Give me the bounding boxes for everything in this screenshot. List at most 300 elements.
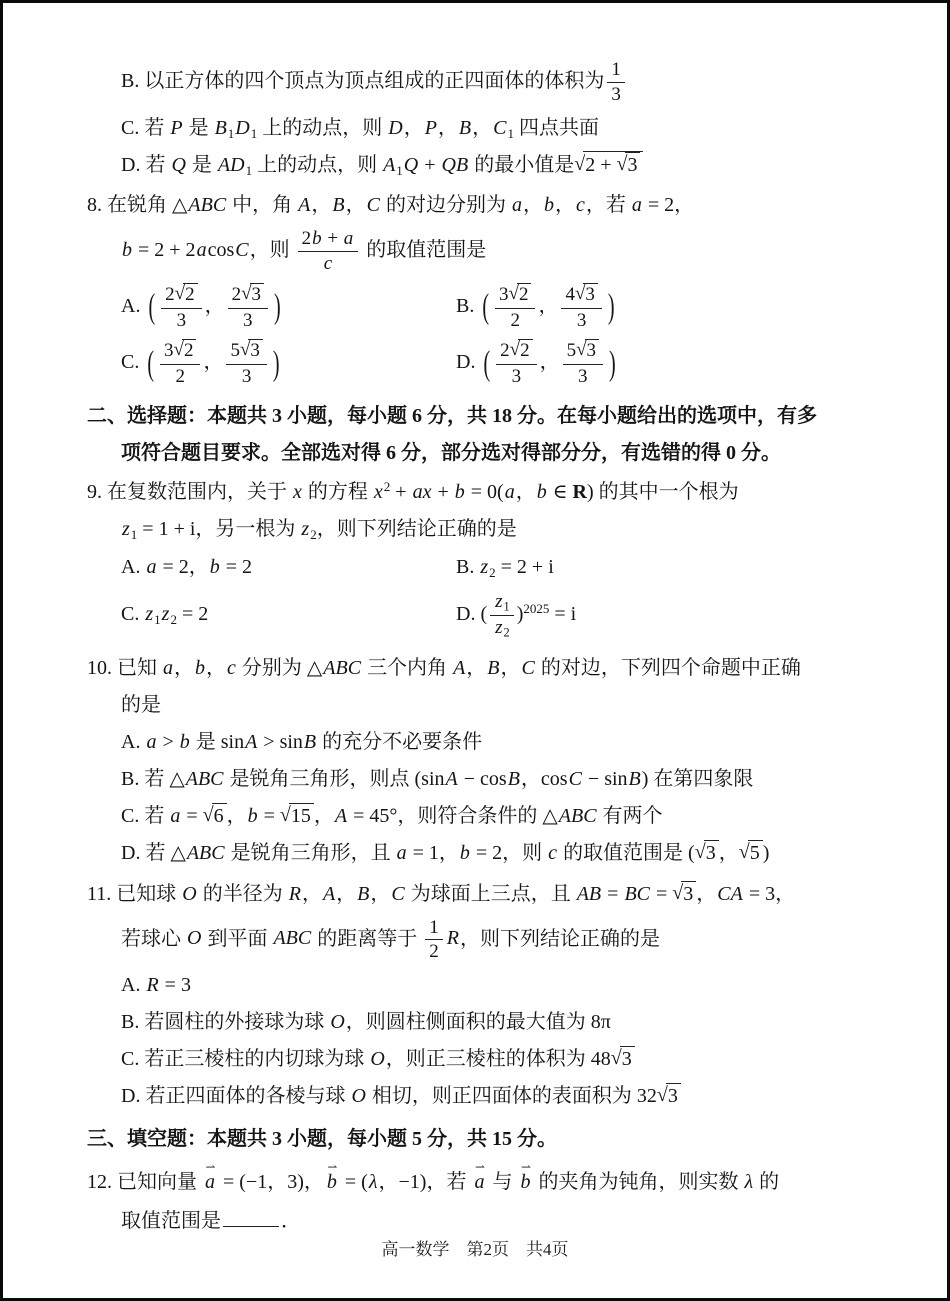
text-run: 上的动点，则 — [252, 154, 383, 177]
text-run: > — [157, 730, 179, 753]
text-run: 12. 已知向量 — [87, 1171, 202, 1194]
q8-options-cd-col2 — [456, 339, 619, 388]
text-run: + — [432, 481, 454, 504]
text-run: 二、选择题：本题共 3 小题，每小题 6 分，共 18 分。在每小题给出的选项中，有多 — [87, 405, 817, 428]
text-run: 3 — [251, 283, 261, 305]
math-variable: A — [245, 730, 258, 753]
radical-sign: √ — [509, 339, 521, 361]
text-run: = — [651, 882, 673, 905]
q9-options-ab-col2 — [456, 553, 554, 583]
radicand — [250, 283, 265, 307]
math-variable: b — [312, 228, 322, 250]
fraction-denominator — [607, 83, 625, 106]
fraction-numerator — [490, 591, 514, 616]
text-run: 2 — [510, 309, 520, 331]
text-run: 3 — [176, 309, 187, 331]
text-run: ， — [403, 116, 424, 139]
q11-option-c — [87, 1045, 891, 1074]
radicand — [183, 283, 198, 307]
big-paren: ) — [272, 344, 280, 384]
text-run: + — [390, 481, 412, 504]
math-variable: c — [548, 841, 558, 864]
text-run: D. 若 △ — [121, 841, 186, 864]
text-run: 的 — [754, 1171, 780, 1194]
sqrt-radical — [611, 1045, 635, 1074]
section-3-heading — [87, 1125, 891, 1154]
text-run: 若球心 — [121, 927, 186, 950]
text-run: 1 — [611, 59, 621, 80]
math-variable: z — [122, 518, 130, 541]
fraction — [226, 339, 266, 388]
text-run: C. — [121, 603, 145, 626]
answer-blank — [223, 1205, 279, 1227]
text-run: ， — [696, 882, 717, 905]
text-run: 3 — [683, 882, 694, 905]
radicand — [704, 840, 719, 865]
text-run: 10. 已知 — [87, 656, 162, 679]
text-run: B. 以正方体的四个顶点为顶点组成的正四面体的体积为 — [121, 69, 605, 92]
fraction — [563, 339, 603, 388]
text-run: − cos — [458, 767, 507, 790]
q8-options-ab — [87, 283, 891, 332]
q8-stem-1 — [87, 191, 891, 220]
subscript: 2 — [503, 625, 510, 640]
text-run: B. — [456, 556, 480, 578]
subscript: 1 — [245, 163, 253, 179]
radicand — [666, 1083, 681, 1108]
fraction-numerator — [160, 339, 200, 365]
text-run: ∈ — [547, 481, 573, 504]
q11-option-d — [87, 1082, 891, 1111]
math-variable: B — [628, 767, 641, 790]
text-run: > sin — [258, 730, 303, 753]
q10-option-c — [87, 802, 891, 831]
q8-options-ab-col1 — [121, 283, 456, 332]
text-run: 2 — [518, 283, 529, 305]
radical-sign: √ — [672, 881, 684, 904]
text-run: 3 — [511, 366, 522, 388]
text-run: ， — [500, 656, 521, 679]
math-variable: b — [543, 194, 554, 217]
math-variable: O — [182, 882, 197, 905]
text-run: ， — [313, 804, 334, 827]
q11-stem-1 — [87, 880, 891, 909]
fraction — [607, 59, 625, 106]
text-run: C. 若正三棱柱的内切球为球 — [121, 1048, 370, 1071]
math-variable: z — [301, 518, 310, 541]
sqrt-radical — [509, 283, 532, 307]
text-run: = (−1，3)， — [218, 1171, 324, 1194]
math-variable: ABC — [186, 841, 225, 864]
text-run: 5 — [749, 841, 760, 864]
sqrt-radical — [175, 283, 198, 307]
math-variable: B — [458, 116, 472, 139]
fraction — [160, 339, 200, 388]
math-variable: b — [179, 730, 190, 753]
math-variable: BC — [624, 882, 650, 905]
sqrt-radical — [574, 151, 643, 180]
text-run: 3 — [164, 340, 174, 362]
radical-sign: √ — [576, 339, 587, 361]
sqrt-radical — [575, 283, 598, 307]
math-variable: C — [493, 116, 507, 139]
radical-sign: √ — [738, 840, 750, 863]
math-variable: ax — [412, 481, 432, 504]
fraction-numerator — [425, 917, 443, 941]
q8-stem-2 — [87, 228, 891, 275]
math-variable: D — [388, 116, 403, 139]
radical-sign: √ — [508, 282, 519, 304]
text-run: ) 的其中一个根为 — [586, 481, 739, 504]
math-variable: ABC — [273, 927, 312, 950]
math-variable: a — [163, 656, 173, 679]
subscript: 1 — [250, 125, 258, 141]
math-variable: R — [146, 974, 159, 997]
math-variable: O — [330, 1011, 345, 1034]
text-run: 相切，则正四面体的表面积为 32 — [366, 1085, 657, 1108]
text-run: 到平面 — [202, 927, 273, 950]
q11-stem-2 — [87, 917, 891, 964]
math-variable: z — [495, 616, 503, 638]
fraction-denominator — [425, 940, 443, 963]
fraction-numerator — [228, 283, 268, 309]
fraction — [490, 591, 514, 640]
text-run: 2 — [165, 283, 175, 305]
math-variable: ABC — [188, 194, 227, 217]
text-run: 3 — [241, 366, 252, 388]
math-variable: A — [298, 194, 311, 217]
text-run: ， — [554, 194, 575, 217]
q12-stem-1 — [87, 1168, 891, 1197]
q7-option-c — [87, 114, 891, 144]
text-run: 的对边，下列四个命题中正确 — [535, 656, 801, 679]
text-run: D. 若 — [121, 154, 171, 177]
text-run: 上的动点，则 — [257, 116, 388, 139]
text-run: 是 — [186, 154, 217, 177]
fraction-numerator — [607, 59, 625, 83]
text-run: 5 — [566, 340, 577, 362]
fraction-denominator — [508, 365, 526, 388]
text-run: ) 在第四象限 — [641, 767, 754, 790]
radicand — [620, 1046, 635, 1071]
superscript: 2025 — [523, 600, 550, 616]
text-run: ，−1)，若 — [378, 1171, 472, 1194]
text-run: 的最小值是 — [469, 154, 575, 177]
text-run: 15 — [290, 804, 311, 827]
text-run: 的取值范围是 — [361, 239, 487, 262]
sqrt-radical — [576, 339, 599, 363]
sqrt-radical — [241, 283, 264, 307]
text-run: 是 sin — [190, 730, 245, 753]
q11-option-b — [87, 1008, 891, 1037]
q9-options-cd-col1 — [121, 600, 456, 630]
text-run: ， — [203, 351, 224, 374]
subscript: 1 — [130, 527, 138, 543]
text-run: = 0( — [465, 481, 504, 504]
fraction-denominator — [173, 309, 191, 332]
text-run: = 45°，则符合条件的 △ — [348, 804, 558, 827]
math-variable: ABC — [185, 767, 224, 790]
radical-sign: √ — [610, 1047, 622, 1070]
text-run: 3 — [667, 1085, 678, 1108]
text-run: ，若 — [585, 194, 631, 217]
vector-symbol: b ⇀ — [327, 1168, 337, 1197]
subscript: 2 — [489, 564, 496, 580]
math-variable: x — [373, 481, 383, 504]
text-run: 分别为 △ — [236, 656, 323, 679]
math-variable: λ — [744, 1171, 754, 1194]
fraction-numerator — [226, 339, 266, 365]
text-run: ， — [204, 294, 225, 317]
math-variable: C — [521, 656, 535, 679]
text-run: 6 — [213, 804, 224, 827]
text-run: + — [322, 228, 343, 250]
big-paren: ( — [148, 287, 156, 327]
math-variable: b — [459, 841, 470, 864]
text-run: 3 — [576, 309, 587, 331]
text-run: 四点共面 — [513, 116, 599, 139]
sqrt-radical — [510, 339, 533, 363]
big-paren: ) — [609, 344, 616, 384]
math-variable: CA — [717, 882, 743, 905]
text-run: D. 若正四面体的各棱与球 — [121, 1085, 351, 1108]
text-run: 1 — [429, 916, 439, 938]
math-variable: QB — [441, 154, 469, 177]
text-run: = 2， — [642, 194, 695, 217]
subscript: 2 — [170, 612, 177, 628]
sqrt-radical — [672, 880, 696, 909]
radicand — [681, 881, 696, 906]
math-bold-symbol: R — [572, 481, 587, 504]
radicand — [583, 283, 598, 307]
q9-options-ab — [87, 553, 891, 583]
text-run: ， — [206, 656, 226, 679]
fraction-denominator — [319, 252, 337, 275]
text-run: B. — [456, 294, 480, 317]
radicand — [585, 339, 600, 363]
q10-option-b — [87, 765, 891, 794]
text-run: 与 — [487, 1171, 518, 1194]
math-variable: AD — [217, 154, 245, 177]
big-paren: ( — [482, 287, 490, 327]
sqrt-radical — [616, 152, 640, 177]
text-run: ， — [466, 656, 487, 679]
text-run: ． — [281, 1210, 301, 1233]
math-variable: A — [383, 154, 396, 177]
text-run: 的距离等于 — [312, 927, 423, 950]
math-variable: A — [453, 656, 466, 679]
text-run: D. — [456, 351, 481, 374]
math-variable: B — [357, 882, 370, 905]
math-variable: b — [247, 804, 258, 827]
fraction-denominator — [573, 309, 591, 332]
math-variable: A — [322, 882, 336, 905]
q8-options-cd-col1 — [121, 339, 456, 388]
fraction — [161, 283, 201, 332]
q10-stem-2 — [87, 691, 891, 720]
text-run: 8. 在锐角 △ — [87, 194, 188, 217]
text-run: 三、填空题：本题共 3 小题，每小题 5 分，共 15 分。 — [87, 1128, 557, 1151]
text-run: ，则下列结论正确的是 — [459, 927, 660, 950]
text-run: C. 若 — [121, 804, 170, 827]
fraction-numerator — [161, 283, 201, 309]
radical-sign: √ — [241, 282, 252, 304]
math-variable: b — [209, 556, 220, 579]
text-run: ， — [539, 351, 560, 374]
math-variable: P — [170, 116, 183, 139]
sqrt-radical — [280, 802, 314, 831]
fraction-denominator — [171, 365, 189, 388]
text-run: = 2 + 2 — [133, 239, 196, 262]
q9-options-cd-col2 — [456, 591, 576, 640]
text-run: 2 — [500, 340, 510, 362]
text-run: ， — [437, 116, 458, 139]
math-variable: b — [454, 481, 465, 504]
text-run: 2 + — [585, 154, 617, 177]
text-run: ， — [226, 804, 247, 827]
radical-sign: √ — [174, 282, 186, 304]
sqrt-radical — [203, 802, 227, 831]
sqrt-radical — [240, 339, 263, 363]
fraction — [496, 339, 536, 388]
subscript: 2 — [310, 527, 317, 543]
text-run: ，则下列结论正确的是 — [316, 518, 517, 541]
math-variable: B — [487, 656, 500, 679]
text-run: A. — [121, 556, 146, 579]
math-variable: C — [391, 882, 405, 905]
math-variable: z — [161, 603, 170, 626]
math-variable: B — [214, 116, 227, 139]
text-run: ) — [516, 602, 524, 625]
radicand — [289, 803, 314, 828]
text-run: 3 — [621, 1048, 632, 1071]
text-run: 有两个 — [597, 804, 663, 827]
q10-option-d — [87, 839, 891, 868]
sqrt-radical — [739, 839, 763, 868]
subscript: 1 — [507, 125, 514, 141]
math-variable: C — [366, 194, 380, 217]
text-run: = 3 — [159, 974, 191, 997]
radicand — [182, 339, 197, 363]
text-run: 的半径为 — [197, 882, 288, 905]
math-variable: P — [424, 116, 437, 139]
math-variable: R — [288, 882, 301, 905]
text-run: B. 若 △ — [121, 767, 185, 790]
text-run: ，则正三棱柱的体积为 48 — [385, 1048, 611, 1071]
text-run: ， — [370, 882, 391, 905]
big-paren: ( — [147, 344, 155, 384]
text-run: 为球面上三点，且 — [405, 882, 576, 905]
fraction-numerator — [563, 339, 603, 365]
text-run: ， — [718, 841, 739, 864]
fraction — [298, 228, 359, 275]
vector-symbol: a ⇀ — [205, 1168, 215, 1197]
q8-options-ab-col2 — [456, 283, 618, 332]
text-run: = 2， — [157, 556, 209, 579]
text-run: 3 — [586, 340, 596, 362]
math-variable: c — [575, 194, 585, 217]
math-variable: b — [195, 656, 205, 679]
text-run: = 1 + i，另一根为 — [137, 518, 301, 541]
text-run: ，则 — [249, 239, 295, 262]
text-run: 的方程 — [302, 481, 373, 504]
fraction-numerator — [561, 283, 601, 309]
text-run: = — [181, 804, 203, 827]
text-run: 3 — [578, 366, 588, 388]
vector-symbol: b ⇀ — [520, 1168, 530, 1197]
text-run: ， — [174, 656, 194, 679]
big-paren: ) — [274, 287, 281, 327]
q7-option-d — [87, 151, 891, 181]
math-variable: a — [631, 194, 642, 217]
q9-options-ab-col1 — [121, 553, 456, 582]
text-run: 3 — [585, 283, 595, 305]
text-run: 2 — [183, 340, 194, 362]
text-run: 是 — [183, 116, 214, 139]
radical-sign: √ — [574, 282, 586, 304]
math-variable: a — [146, 556, 157, 579]
math-variable: b — [536, 481, 547, 504]
math-variable: a — [146, 730, 157, 753]
math-variable: O — [351, 1085, 366, 1108]
text-run: = 1， — [407, 841, 459, 864]
math-variable: R — [446, 927, 459, 950]
math-variable: c — [323, 253, 333, 274]
text-run: 的取值范围是 ( — [558, 841, 695, 864]
text-run: − sin — [582, 767, 628, 790]
radicand — [748, 840, 763, 865]
math-variable: O — [370, 1048, 385, 1071]
text-run: 中，角 — [227, 194, 298, 217]
math-variable: z — [480, 556, 489, 578]
math-variable: Q — [171, 154, 186, 177]
fraction — [228, 283, 268, 332]
text-run: 3 — [611, 83, 621, 105]
text-run: cos — [207, 239, 235, 262]
math-variable: O — [187, 927, 202, 950]
q10-option-a — [87, 728, 891, 757]
q8-options-cd — [87, 339, 891, 388]
math-variable: Q — [403, 154, 419, 177]
math-variable: c — [227, 656, 236, 679]
text-run: 2 — [175, 366, 185, 388]
math-variable: a — [504, 481, 515, 504]
math-variable: z — [495, 590, 503, 612]
subscript: 1 — [503, 599, 510, 614]
text-run: = ( — [339, 1171, 368, 1194]
math-variable: a — [196, 239, 207, 262]
text-run: = 3， — [743, 882, 796, 905]
text-run: 4 — [565, 283, 575, 305]
math-variable: B — [332, 194, 345, 217]
text-run: 的对边分别为 — [380, 194, 511, 217]
math-variable: a — [170, 804, 181, 827]
section-2-heading-1 — [87, 402, 891, 431]
radicand — [248, 339, 263, 363]
math-variable: b — [122, 239, 132, 262]
text-run: A. — [121, 294, 146, 317]
math-variable: z — [145, 603, 154, 626]
subscript: 1 — [154, 612, 161, 628]
text-run: 9. 在复数范围内，关于 — [87, 481, 292, 504]
math-variable: a — [511, 194, 522, 217]
radicand — [583, 151, 643, 177]
radical-sign: √ — [694, 840, 706, 863]
text-run: 的是 — [121, 693, 161, 716]
math-variable: a — [343, 228, 354, 250]
fraction-numerator — [496, 339, 536, 365]
big-paren: ( — [483, 344, 491, 384]
